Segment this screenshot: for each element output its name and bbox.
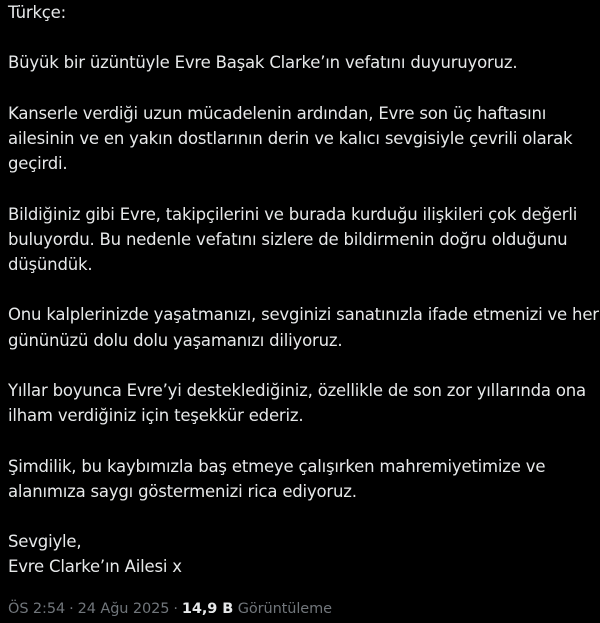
tweet-text [8, 0, 600, 580]
paragraph-3-line-2: buluyordu. Bu nedenle vefatını sizlere de bildirmenin doğru olduğunu [8, 229, 568, 249]
tweet-body [8, 0, 600, 580]
paragraph-4-line-1: Onu kalplerinizde yaşatmanızı, sevginizi sanatınızla ifade etmenizi ve her [8, 305, 599, 325]
paragraph-4-line-2: gününüzü dolu dolu yaşamanızı diliyoruz. [8, 330, 343, 350]
tweet-metadata [8, 598, 332, 620]
paragraph-6-line-2: alanımıza saygı göstermenizi rica ediyoruz. [8, 481, 357, 501]
signoff [8, 529, 600, 579]
views-link[interactable] [182, 601, 332, 617]
paragraph-1-line-1: Büyük bir üzüntüyle Evre Başak Clarke’ın vefatını duyuruyoruz. [8, 53, 518, 73]
views-count: 14,9 B [181, 601, 234, 617]
signoff-line-2: Evre Clarke’ın Ailesi x [8, 557, 182, 577]
paragraph-2 [8, 101, 600, 177]
paragraph-2-line-1: Kanserle verdiği uzun mücadelenin ardından, Evre son üç haftasını [8, 103, 547, 123]
post-date: 24 Ağu 2025 [77, 601, 170, 617]
paragraph-3-line-1: Bildiğiniz gibi Evre, takipçilerini ve burada kurduğu ilişkileri çok değerli [8, 204, 578, 224]
heading-paragraph [8, 0, 600, 25]
paragraph-4 [8, 302, 600, 352]
paragraph-3-line-3: düşündük. [8, 254, 93, 274]
signoff-line-1: Sevgiyle, [8, 532, 82, 552]
separator: · [173, 601, 178, 617]
paragraph-6 [8, 454, 600, 504]
paragraph-6-line-1: Şimdilik, bu kaybımızla baş etmeye çalışırken mahremiyetimize ve [8, 456, 546, 476]
paragraph-1 [8, 50, 600, 75]
views-label: Görüntüleme [237, 601, 332, 617]
separator: · [69, 601, 74, 617]
paragraph-5-line-2: ilham verdiğiniz için teşekkür ederiz. [8, 406, 304, 426]
paragraph-5 [8, 378, 600, 428]
paragraph-2-line-2: ailesinin ve en yakın dostlarının derin ve kalıcı sevgisiyle çevrili olarak [8, 128, 573, 148]
paragraph-5-line-1: Yıllar boyunca Evre’yi desteklediğiniz, özellikle de son zor yıllarında ona [8, 380, 586, 400]
language-heading: Türkçe: [8, 3, 66, 22]
timestamp-link[interactable] [8, 601, 169, 617]
paragraph-2-line-3: geçirdi. [8, 154, 68, 174]
post-time: ÖS 2:54 [8, 601, 66, 617]
paragraph-3 [8, 202, 600, 278]
